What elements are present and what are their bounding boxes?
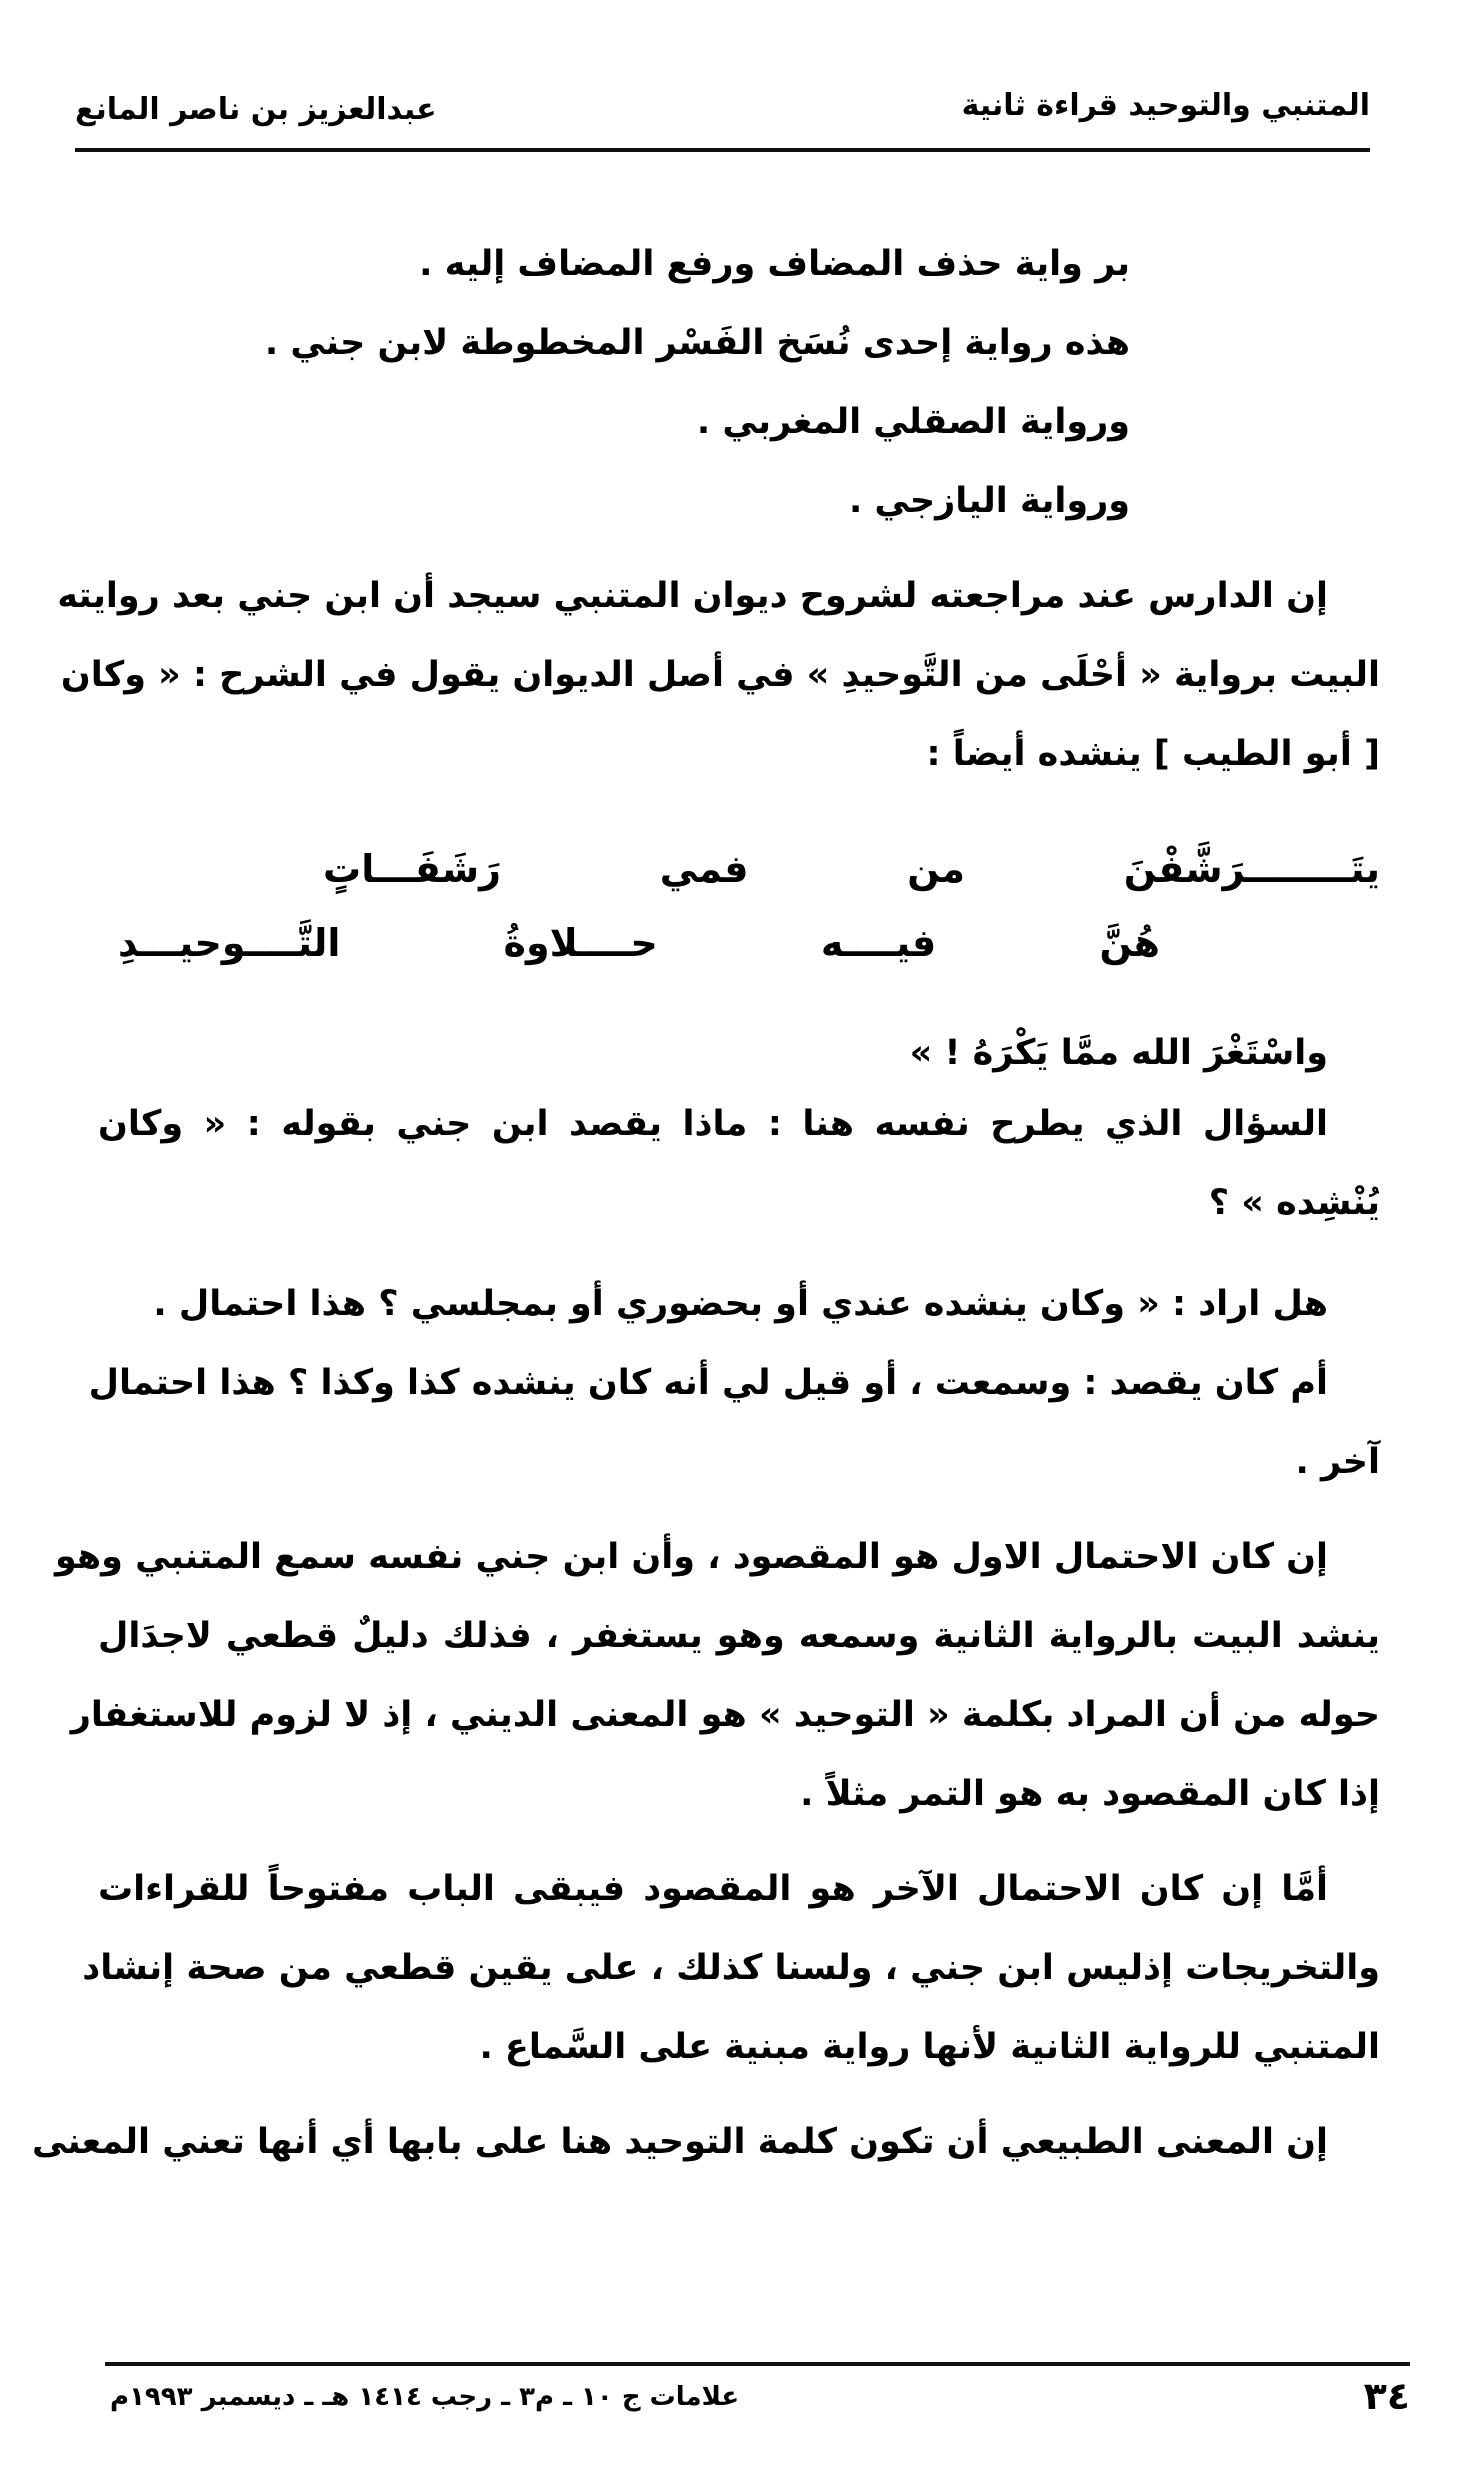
- riwaya-list: [98, 225, 1380, 541]
- paragraph-line: إذا كان المقصود به هو التمر مثلاً .: [800, 1774, 1380, 1814]
- paragraph: [88, 1265, 1380, 1502]
- paragraph-line: البيت برواية « أحْلَى من التَّوحيدِ » في أصل الديوان يقول في الشرح : « وكان: [60, 655, 1380, 695]
- paragraph-line: إن الدارس عند مراجعته لشروح ديوان المتنبي سيجد أن ابن جني بعد روايته: [57, 576, 1328, 616]
- list-item: هذه رواية إحدى نُسَخ الفَسْر المخطوطة لابن جني .: [264, 323, 1130, 363]
- paragraph-line: والتخريجات إذليس ابن جني ، ولسنا كذلك ، على يقين قطعي من صحة إنشاد: [82, 1948, 1380, 1988]
- verse-word: حــــلاوةُ: [503, 921, 658, 965]
- paragraph-line: إن كان الاحتمال الاول هو المقصود ، وأن ابن جني نفسه سمع المتنبي وهو: [54, 1537, 1328, 1577]
- header-rule: [75, 148, 1370, 152]
- verse-second-hemistich: [98, 906, 1380, 980]
- paragraph-line: [ أبو الطيب ] ينشده أيضاً :: [926, 734, 1380, 774]
- paragraph-line: أم كان يقصد : وسمعت ، أو قيل لي أنه كان ينشده كذا وكذا ؟ هذا احتمال: [88, 1363, 1328, 1403]
- paragraph-line: آخر .: [1295, 1442, 1380, 1482]
- list-item: ورواية الصقلي المغربي .: [696, 402, 1130, 442]
- poem-verse: [98, 832, 1380, 980]
- paragraph: [54, 1518, 1380, 1834]
- body-text: [31, 225, 1380, 2182]
- paragraph: [57, 557, 1380, 794]
- running-header: [75, 80, 1370, 140]
- paragraph-line: إن المعنى الطبيعي أن تكون كلمة التوحيد هنا على بابها أي أنها تعني المعنى: [31, 2122, 1328, 2162]
- footer-rule: [105, 2362, 1410, 2366]
- paragraph-line: أمَّا إن كان الاحتمال الآخر هو المقصود فيبقى الباب مفتوحاً للقراءات: [98, 1869, 1328, 1909]
- paragraph: [31, 2103, 1380, 2182]
- paragraph-line: المتنبي للرواية الثانية لأنها رواية مبنية على السَّماع .: [479, 2027, 1380, 2067]
- verse-first-hemistich: [98, 832, 1380, 906]
- list-item: ورواية اليازجي .: [848, 481, 1130, 521]
- verse-word: يتَــــــــرَشَّفْنَ: [1123, 847, 1380, 891]
- list-item: بر واية حذف المضاف ورفع المضاف إليه .: [419, 244, 1130, 284]
- running-footer: [110, 2374, 1410, 2428]
- paragraph-line: ينشد البيت بالرواية الثانية وسمعه وهو يستغفر ، فذلك دليلٌ قطعي لاجدَال: [98, 1616, 1380, 1656]
- paragraph-line: السؤال الذي يطرح نفسه هنا : ماذا يقصد ابن جني بقوله : « وكان: [98, 1104, 1328, 1144]
- verse-word: فيــــه: [820, 921, 937, 965]
- author-name: عبدالعزيز بن ناصر المانع: [75, 92, 437, 127]
- paragraph-line: حوله من أن المراد بكلمة « التوحيد » هو المعنى الديني ، إذ لا لزوم للاستغفار: [70, 1695, 1380, 1735]
- paragraph-line: يُنْشِده » ؟: [1208, 1183, 1380, 1223]
- verse-word: فمي: [659, 847, 749, 891]
- paragraph: [98, 1085, 1380, 1243]
- paragraph-line: هل اراد : « وكان ينشده عندي أو بحضوري أو بمجلسي ؟ هذا احتمال .: [153, 1284, 1328, 1324]
- paragraph-line: واسْتَغْرَ الله ممَّا يَكْرَهُ ! »: [909, 1033, 1328, 1073]
- article-title: المتنبي والتوحيد قراءة ثانية: [961, 88, 1370, 123]
- verse-word: رَشَفَـــاتٍ: [323, 847, 502, 891]
- journal-issue-info: علامات ج ١٠ ـ م٣ ـ رجب ١٤١٤ هـ ـ ديسمبر ١٩٩٣م: [110, 2382, 740, 2412]
- verse-word: التَّــــوحيـــدِ: [118, 921, 341, 965]
- paragraph: [98, 1014, 1380, 1093]
- verse-word: من: [907, 847, 966, 891]
- paragraph: [82, 1850, 1380, 2087]
- verse-word: هُنَّ: [1099, 921, 1160, 965]
- page-number: ٣٤: [1363, 2374, 1410, 2418]
